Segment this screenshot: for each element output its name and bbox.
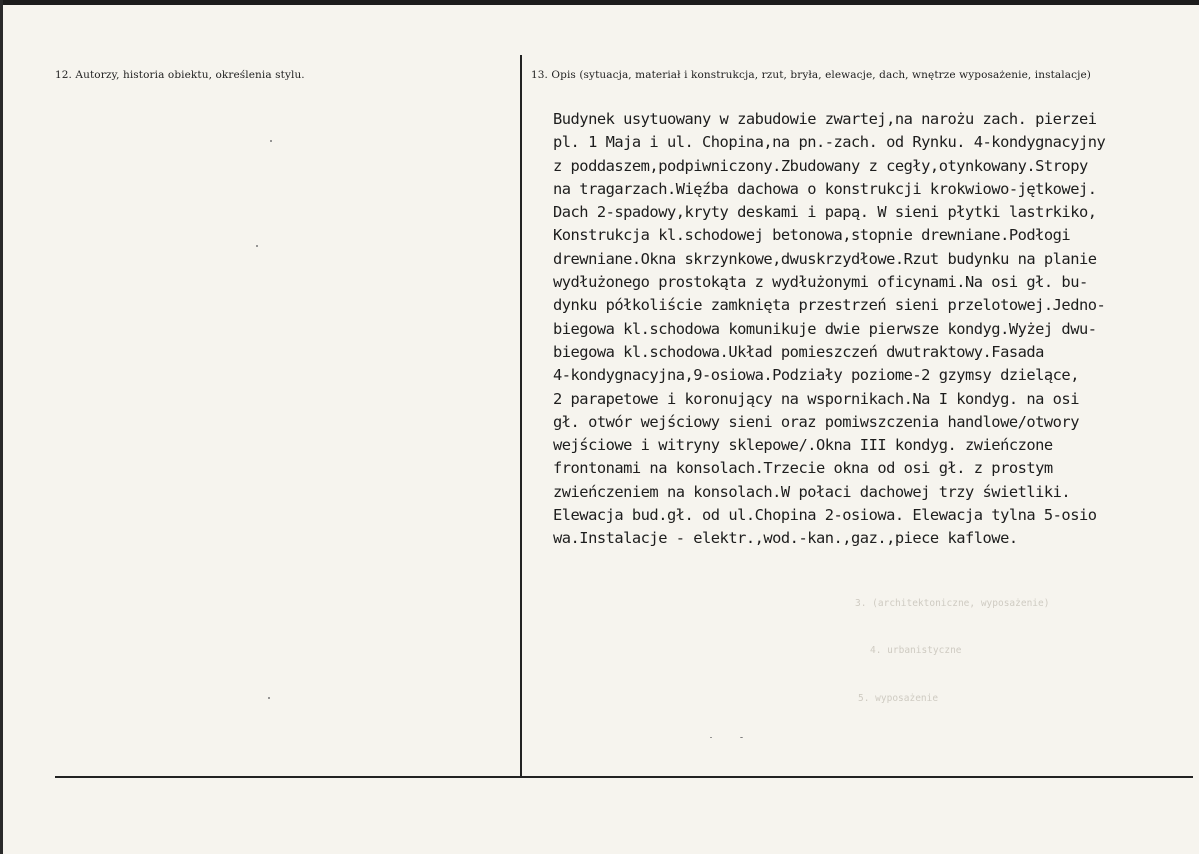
show-through-text: 4. urbanistyczne: [870, 645, 962, 656]
scan-speck: [268, 697, 270, 699]
description-line: pl. 1 Maja i ul. Chopina,na pn.-zach. od Rynku. 4-kondygnacyjny: [553, 133, 1106, 152]
description-line: z poddaszem,podpiwniczony.Zbudowany z cegły,otynkowany.Stropy: [553, 156, 1088, 175]
description-line: biegowa kl.schodowa.Układ pomieszczeń dwutraktowy.Fasada: [553, 342, 1044, 361]
scan-speck: [256, 245, 258, 247]
bottom-rule: [55, 776, 1193, 778]
description-line: frontonami na konsolach.Trzecie okna od osi gł. z prostym: [553, 459, 1053, 478]
scan-speck: [740, 737, 743, 738]
section-12-heading: 12. Autorzy, historia obiektu, określenia stylu.: [55, 69, 305, 81]
description-line: gł. otwór wejściowy sieni oraz pomiwszczenia handlowe/otwory: [553, 412, 1079, 431]
scan-top-edge: [0, 0, 1199, 5]
scan-speck: [710, 737, 712, 738]
description-line: na tragarzach.Więźba dachowa o konstrukcji krokwiowo-jętkowej.: [553, 179, 1097, 198]
description-line: Dach 2-spadowy,kryty deskami i papą. W sieni płytki lastrkiko,: [553, 203, 1097, 222]
scan-left-edge: [0, 0, 3, 854]
description-line: Elewacja bud.gł. od ul.Chopina 2-osiowa. Elewacja tylna 5-osio: [553, 506, 1097, 525]
description-line: dynku półkoliście zamknięta przestrzeń sieni przelotowej.Jedno-: [553, 296, 1106, 315]
scan-speck: [270, 140, 272, 142]
description-line: wejściowe i witryny sklepowe/.Okna III kondyg. zwieńczone: [553, 436, 1053, 455]
description-line: 2 parapetowe i koronujący na wspornikach.Na I kondyg. na osi: [553, 389, 1079, 408]
column-divider: [520, 55, 522, 778]
show-through-text: 5. wyposażenie: [858, 693, 939, 704]
description-line: biegowa kl.schodowa komunikuje dwie pierwsze kondyg.Wyżej dwu-: [553, 319, 1097, 338]
section-13-heading: 13. Opis (sytuacja, materiał i konstrukcja, rzut, bryła, elewacje, dach, wnętrze wyposażenie, instalacje): [531, 69, 1091, 81]
description-line: Konstrukcja kl.schodowej betonowa,stopnie drewniane.Podłogi: [553, 226, 1071, 245]
description-line: 4-kondygnacyjna,9-osiowa.Podziały poziome-2 gzymsy dzielące,: [553, 366, 1079, 385]
description-line: Budynek usytuowany w zabudowie zwartej,na narożu zach. pierzei: [553, 110, 1097, 128]
description-line: wa.Instalacje - elektr.,wod.-kan.,gaz.,piece kaflowe.: [553, 529, 1018, 548]
show-through-text: 3. (architektoniczne, wyposażenie): [855, 598, 1050, 609]
description-line: drewniane.Okna skrzynkowe,dwuskrzydłowe.Rzut budynku na planie: [553, 249, 1097, 268]
description-body: [553, 108, 1193, 551]
description-line: wydłużonego prostokąta z wydłużonymi oficynami.Na osi gł. bu-: [553, 273, 1088, 292]
description-line: zwieńczeniem na konsolach.W połaci dachowej trzy świetliki.: [553, 482, 1071, 501]
